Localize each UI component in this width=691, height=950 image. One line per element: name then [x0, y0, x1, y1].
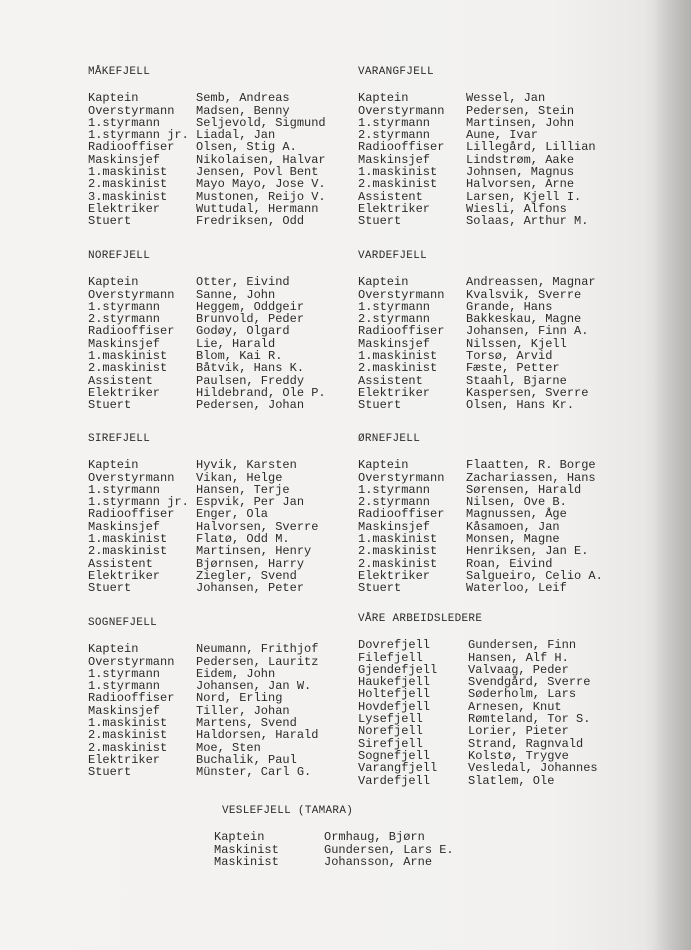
crew-name: Fredriksen, Odd	[196, 214, 305, 229]
crew-row	[88, 643, 318, 655]
crew-row	[88, 215, 326, 227]
crew-name: Pedersen, Stein	[466, 103, 575, 118]
crew-role: Norefjell	[358, 724, 423, 739]
crew-name: Vikan, Helge	[196, 470, 283, 485]
crew-name: Fæste, Petter	[466, 361, 560, 376]
crew-row	[88, 766, 318, 778]
crew-name: Gundersen, Lars E.	[324, 842, 454, 857]
crew-name: Olsen, Hans Kr.	[466, 398, 575, 413]
crew-name: Waterloo, Leif	[466, 581, 567, 596]
crew-name: Bakkeskau, Magne	[466, 312, 582, 327]
crew-role: Maskinsjef	[88, 519, 161, 534]
crew-name: Henriksen, Jan E.	[466, 544, 589, 559]
crew-role: Varangfjell	[358, 761, 438, 776]
section-title: VESLEFJELL (TAMARA)	[222, 805, 354, 817]
crew-name: Buchalik, Paul	[196, 752, 297, 767]
crew-role: 2.styrmann	[358, 128, 431, 143]
section-title: MÅKEFJELL	[88, 66, 151, 78]
crew-list	[88, 276, 326, 411]
crew-role: 2.maskinist	[88, 740, 168, 755]
crew-name: Lillegård, Lillian	[466, 140, 596, 155]
crew-role: 1.maskinist	[358, 532, 438, 547]
crew-role: Radiooffiser	[358, 140, 445, 155]
section-title: VARANGFJELL	[358, 66, 434, 78]
crew-name: Pedersen, Johan	[196, 398, 305, 413]
crew-role: 1.styrmann	[88, 482, 161, 497]
page-edge-shadow	[653, 0, 691, 950]
crew-name: Lindstrøm, Aake	[466, 152, 575, 167]
crew-name: Roan, Eivind	[466, 556, 553, 571]
crew-name: Flaatten, R. Borge	[466, 458, 596, 473]
crew-name: Brunvold, Peder	[196, 312, 305, 327]
crew-row	[358, 762, 598, 774]
crew-role: 2.styrmann	[358, 312, 431, 327]
crew-row	[358, 276, 596, 288]
crew-row	[358, 508, 603, 520]
crew-role: 2.styrmann	[358, 495, 431, 510]
crew-row	[358, 141, 596, 153]
section-title: ØRNEFJELL	[358, 433, 421, 445]
crew-name: Ormhaug, Bjørn	[324, 830, 425, 845]
crew-row	[358, 725, 598, 737]
crew-name: Münster, Carl G.	[196, 765, 312, 780]
crew-role: Dovrefjell	[358, 638, 431, 653]
crew-name: Andreassen, Magnar	[466, 275, 596, 290]
crew-name: Ziegler, Svend	[196, 568, 297, 583]
crew-name: Kolstø, Trygve	[468, 748, 569, 763]
crew-name: Kåsamoen, Jan	[466, 519, 560, 534]
crew-name: Nikolaisen, Halvar	[196, 152, 326, 167]
crew-role: Stuert	[358, 398, 402, 413]
crew-name: Otter, Eivind	[196, 275, 290, 290]
crew-role: Kaptein	[358, 275, 409, 290]
crew-list	[358, 459, 603, 594]
crew-role: Kaptein	[88, 91, 139, 106]
crew-role: Radiooffiser	[88, 324, 175, 339]
crew-role: Overstyrmann	[88, 470, 175, 485]
section-vardefjell	[358, 250, 596, 412]
crew-name: Hansen, Alf H.	[468, 650, 569, 665]
crew-name: Olsen, Stig A.	[196, 140, 297, 155]
crew-role: Kaptein	[358, 458, 409, 473]
crew-role: 1.styrmann jr.	[88, 495, 189, 510]
crew-name: Torsø, Arvid	[466, 349, 553, 364]
crew-role: Maskinsjef	[358, 152, 431, 167]
crew-row	[214, 856, 454, 868]
crew-role: Elektriker	[88, 752, 161, 767]
crew-name: Martinsen, John	[466, 115, 575, 130]
crew-role: 3.maskinist	[88, 189, 168, 204]
crew-name: Staahl, Bjarne	[466, 373, 567, 388]
section-title: SOGNEFJELL	[88, 617, 158, 629]
crew-name: Haldorsen, Harald	[196, 728, 319, 743]
crew-name: Martens, Svend	[196, 716, 297, 731]
crew-role: Maskinist	[214, 854, 279, 869]
crew-name: Bjørnsen, Harry	[196, 556, 305, 571]
crew-name: Hansen, Terje	[196, 482, 290, 497]
crew-name: Svendgård, Sverre	[468, 675, 591, 690]
crew-name: Liadal, Jan	[196, 128, 276, 143]
crew-role: Assistent	[88, 556, 153, 571]
crew-name: Kvalsvik, Sverre	[466, 287, 582, 302]
crew-role: Overstyrmann	[88, 287, 175, 302]
crew-role: Elektriker	[88, 568, 161, 583]
crew-role: Vardefjell	[358, 773, 431, 788]
crew-list	[88, 643, 318, 778]
crew-name: Nilssen, Kjell	[466, 336, 567, 351]
crew-name: Salgueiro, Celio A.	[466, 568, 603, 583]
crew-name: Wessel, Jan	[466, 91, 546, 106]
crew-role: Hovdefjell	[358, 699, 431, 714]
crew-row	[358, 459, 603, 471]
crew-name: Monsen, Magne	[466, 532, 560, 547]
crew-role: 2.maskinist	[358, 556, 438, 571]
crew-row	[88, 141, 326, 153]
crew-name: Johansen, Finn A.	[466, 324, 589, 339]
crew-role: 1.maskinist	[88, 532, 168, 547]
crew-name: Wiesli, Alfons	[466, 201, 567, 216]
crew-role: 1.maskinist	[358, 349, 438, 364]
crew-name: Vesledal, Johannes	[468, 761, 598, 776]
crew-row	[88, 178, 326, 190]
crew-row	[358, 399, 596, 411]
crew-list	[358, 276, 596, 411]
crew-role: 1.styrmann	[358, 482, 431, 497]
crew-role: 2.maskinist	[88, 544, 168, 559]
crew-role: Maskinsjef	[88, 703, 161, 718]
crew-name: Gundersen, Finn	[468, 638, 577, 653]
crew-row	[358, 325, 596, 337]
crew-role: 2.maskinist	[358, 177, 438, 192]
crew-role: Stuert	[88, 765, 132, 780]
section-title: VARDEFJELL	[358, 250, 428, 262]
crew-role: Elektriker	[358, 201, 431, 216]
crew-name: Tiller, Johan	[196, 703, 290, 718]
crew-name: Nilsen, Ove B.	[466, 495, 567, 510]
crew-role: Haukefjell	[358, 675, 431, 690]
section-sognefjell	[88, 617, 318, 779]
crew-row	[88, 276, 326, 288]
crew-row	[358, 545, 603, 557]
crew-role: Sirefjell	[358, 736, 423, 751]
crew-name: Seljevold, Sigmund	[196, 115, 326, 130]
crew-name: Wuttudal, Hermann	[196, 201, 319, 216]
crew-name: Johansen, Peter	[196, 581, 305, 596]
crew-role: 2.maskinist	[88, 728, 168, 743]
crew-name: Søderholm, Lars	[468, 687, 577, 702]
crew-row	[88, 692, 318, 704]
crew-role: Kaptein	[88, 642, 139, 657]
crew-name: Semb, Andreas	[196, 91, 290, 106]
crew-name: Larsen, Kjell I.	[466, 189, 582, 204]
section-title: VÅRE ARBEIDSLEDERE	[358, 613, 483, 625]
crew-name: Zachariassen, Hans	[466, 470, 596, 485]
crew-role: 1.styrmann	[88, 115, 161, 130]
crew-role: 1.maskinist	[358, 165, 438, 180]
crew-name: Blom, Kai R.	[196, 349, 283, 364]
crew-list	[88, 92, 326, 227]
crew-role: 1.styrmann	[358, 115, 431, 130]
section-title: SIREFJELL	[88, 433, 151, 445]
crew-role: Stuert	[358, 214, 402, 229]
crew-role: Elektriker	[88, 201, 161, 216]
crew-name: Flatø, Odd M.	[196, 532, 290, 547]
crew-role: 2.maskinist	[88, 177, 168, 192]
crew-name: Pedersen, Lauritz	[196, 654, 319, 669]
section-varangfjell	[358, 66, 596, 228]
crew-name: Hyvik, Karsten	[196, 458, 297, 473]
crew-name: Rømteland, Tor S.	[468, 712, 591, 727]
crew-role: Kaptein	[358, 91, 409, 106]
crew-name: Johnsen, Magnus	[466, 165, 575, 180]
crew-role: Holtefjell	[358, 687, 431, 702]
crew-role: Stuert	[88, 581, 132, 596]
crew-role: Stuert	[358, 581, 402, 596]
crew-role: Sognefjell	[358, 748, 431, 763]
crew-row	[88, 729, 318, 741]
crew-role: Lysefjell	[358, 712, 423, 727]
crew-role: 2.maskinist	[358, 361, 438, 376]
crew-role: Filefjell	[358, 650, 423, 665]
crew-name: Martinsen, Henry	[196, 544, 312, 559]
crew-row	[88, 582, 318, 594]
crew-role: 1.styrmann	[88, 679, 161, 694]
crew-name: Aune, Ivar	[466, 128, 539, 143]
crew-role: Maskinist	[214, 842, 279, 857]
crew-role: 2.maskinist	[358, 544, 438, 559]
crew-role: Overstyrmann	[358, 470, 445, 485]
crew-name: Magnussen, Åge	[466, 507, 567, 522]
crew-name: Båtvik, Hans K.	[196, 361, 305, 376]
section-arbeidsledere	[358, 613, 598, 787]
crew-name: Strand, Ragnvald	[468, 736, 584, 751]
crew-name: Heggem, Oddgeir	[196, 299, 305, 314]
crew-name: Grande, Hans	[466, 299, 553, 314]
section-title: NOREFJELL	[88, 250, 151, 262]
crew-name: Madsen, Benny	[196, 103, 290, 118]
crew-role: Assistent	[88, 373, 153, 388]
crew-row	[88, 459, 318, 471]
crew-role: Radiooffiser	[358, 324, 445, 339]
crew-role: 1.maskinist	[88, 349, 168, 364]
crew-row	[358, 215, 596, 227]
crew-name: Johansson, Arne	[324, 854, 433, 869]
crew-name: Godøy, Olgard	[196, 324, 290, 339]
crew-row	[358, 362, 596, 374]
crew-role: Radiooffiser	[88, 507, 175, 522]
crew-row	[358, 775, 598, 787]
crew-role: 1.styrmann jr.	[88, 128, 189, 143]
crew-role: 2.styrmann	[88, 312, 161, 327]
crew-role: Assistent	[358, 373, 423, 388]
crew-row	[358, 178, 596, 190]
crew-name: Moe, Sten	[196, 740, 261, 755]
crew-row	[358, 639, 598, 651]
section-sirefjell	[88, 433, 318, 595]
crew-role: Stuert	[88, 398, 132, 413]
crew-role: Overstyrmann	[88, 103, 175, 118]
crew-role: Kaptein	[214, 830, 265, 845]
crew-role: Maskinsjef	[88, 336, 161, 351]
crew-name: Solaas, Arthur M.	[466, 214, 589, 229]
crew-name: Slatlem, Ole	[468, 773, 555, 788]
crew-name: Enger, Ola	[196, 507, 269, 522]
crew-list	[358, 92, 596, 227]
crew-name: Kaspersen, Sverre	[466, 385, 589, 400]
crew-row	[88, 325, 326, 337]
crew-name: Mustonen, Reijo V.	[196, 189, 326, 204]
crew-role: Maskinsjef	[358, 519, 431, 534]
crew-name: Neumann, Frithjof	[196, 642, 319, 657]
crew-role: Elektriker	[88, 385, 161, 400]
crew-name: Sanne, John	[196, 287, 276, 302]
crew-name: Jensen, Povl Bent	[196, 165, 319, 180]
crew-role: 2.maskinist	[88, 361, 168, 376]
crew-list	[214, 831, 454, 868]
crew-role: Maskinsjef	[88, 152, 161, 167]
crew-row	[88, 545, 318, 557]
crew-name: Lorier, Pieter	[468, 724, 569, 739]
section-makefjell	[88, 66, 326, 228]
crew-role: Overstyrmann	[88, 654, 175, 669]
crew-role: Maskinsjef	[358, 336, 431, 351]
crew-role: Elektriker	[358, 385, 431, 400]
section-norefjell	[88, 250, 326, 412]
crew-name: Eidem, John	[196, 666, 276, 681]
crew-role: 1.maskinist	[88, 716, 168, 731]
crew-name: Espvik, Per Jan	[196, 495, 305, 510]
section-veslefjell	[214, 805, 454, 868]
crew-role: Kaptein	[88, 275, 139, 290]
crew-name: Sørensen, Harald	[466, 482, 582, 497]
crew-row	[88, 362, 326, 374]
crew-role: Overstyrmann	[358, 287, 445, 302]
crew-role: Elektriker	[358, 568, 431, 583]
crew-role: Stuert	[88, 214, 132, 229]
crew-role: Overstyrmann	[358, 103, 445, 118]
crew-name: Arnesen, Knut	[468, 699, 562, 714]
crew-name: Nord, Erling	[196, 691, 283, 706]
crew-name: Halvorsen, Sverre	[196, 519, 319, 534]
crew-name: Valvaag, Peder	[468, 662, 569, 677]
crew-name: Halvorsen, Arne	[466, 177, 575, 192]
crew-name: Paulsen, Freddy	[196, 373, 305, 388]
crew-role: 1.styrmann	[88, 666, 161, 681]
crew-row	[358, 92, 596, 104]
crew-list	[88, 459, 318, 594]
crew-role: Radiooffiser	[88, 140, 175, 155]
crew-role: 1.maskinist	[88, 165, 168, 180]
section-ornefjell	[358, 433, 603, 595]
crew-list	[358, 639, 598, 787]
crew-name: Hildebrand, Ole P.	[196, 385, 326, 400]
crew-role: Kaptein	[88, 458, 139, 473]
crew-row	[88, 92, 326, 104]
crew-name: Mayo Mayo, Jose V.	[196, 177, 326, 192]
crew-role: 1.styrmann	[88, 299, 161, 314]
crew-role: Radiooffiser	[88, 691, 175, 706]
crew-row	[214, 831, 454, 843]
crew-row	[358, 582, 603, 594]
crew-name: Lie, Harald	[196, 336, 276, 351]
crew-role: 1.styrmann	[358, 299, 431, 314]
crew-row	[88, 508, 318, 520]
crew-role: Gjendefjell	[358, 662, 438, 677]
crew-row	[358, 688, 598, 700]
crew-role: Radiooffiser	[358, 507, 445, 522]
crew-name: Johansen, Jan W.	[196, 679, 312, 694]
crew-row	[88, 399, 326, 411]
crew-role: Assistent	[358, 189, 423, 204]
